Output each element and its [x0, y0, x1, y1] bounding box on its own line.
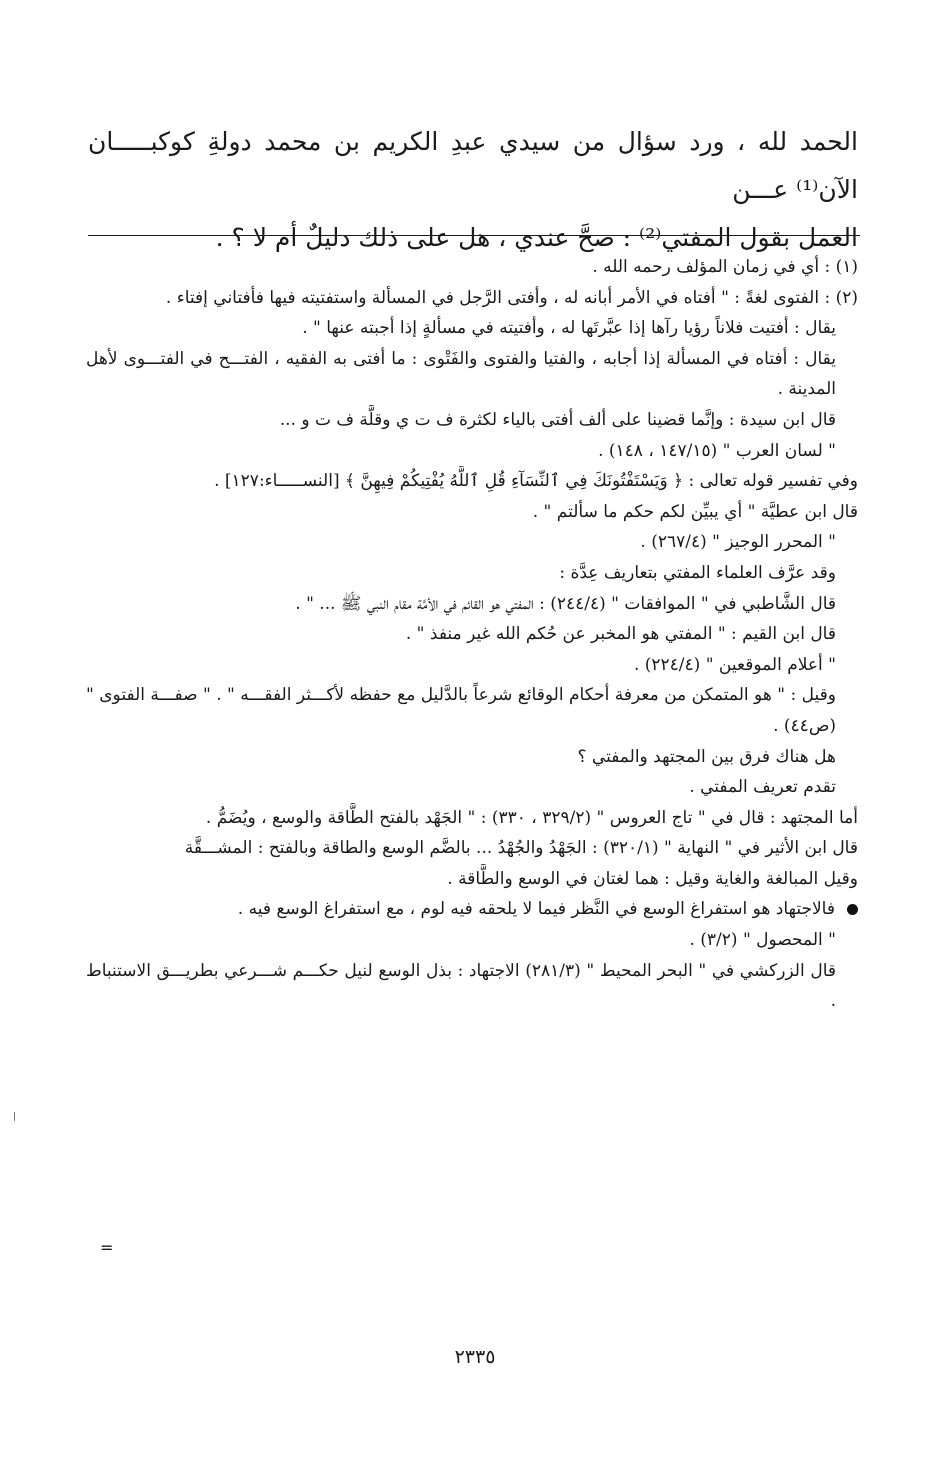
footnote-question: هل هناك فرق بين المجتهد والمفتي ؟ [577, 746, 836, 767]
footnote-bullet-item [86, 894, 858, 925]
footnote-quote: قال ابن سيدة : وإنَّما قضينا على ألف أفتى بالياء لكثرة ف ت ي وقلَّة ف ت و ... [279, 409, 836, 430]
main-text-line: العمل بقول المفتي⁽²⁾ : صحَّ عندي ، هل على ذلك دليلٌ أم لا ؟ . [215, 223, 858, 252]
continuation-mark: = [100, 1238, 114, 1257]
footnote-2: (٢) : الفتوى لغةً : " أفتاه في الأمر أبانه له ، وأفتى الرَّجل في المسألة واستفتيته فيها فأفتاني إفتاء . [165, 287, 858, 308]
footnote-citation: " المحرر الوجيز " (٢٦٧/٤) . [640, 532, 836, 553]
main-text-line: الحمد لله ، ورد سؤال من سيدي عبدِ الكريم بن محمد دولةِ كوكبـــــان الآن⁽¹⁾ عـــن [88, 127, 858, 204]
footnotes [86, 252, 858, 1017]
footnote-1: (١) : أي في زمان المؤلف رحمه الله . [592, 257, 858, 277]
footnote-bullet-text: فالاجتهاد هو استفراغ الوسع في النَّظر فيما لا يلحقه فيه لوم ، مع استفراغ الوسع فيه . [237, 899, 835, 920]
footnote-citation: " لسان العرب " (١٤٧/١٥ ، ١٤٨) . [598, 440, 836, 461]
footnote-citation: " المحصول " (٣/٢) . [689, 930, 836, 951]
footnote-paragraph: قال ابن الأثير في " النهاية " (٣٢٠/١) : الجَهْدُ والجُهْدُ ... بالضَّم الوسع والطاقة وبالفتح : المشـــقَّة [184, 838, 858, 859]
footnote-citation: " أعلام الموقعين " (٢٢٤/٤) . [633, 654, 836, 675]
margin-tick [14, 1112, 15, 1121]
page-number: ٢٣٣٥ [454, 1346, 496, 1368]
footnote-paragraph: قال الزركشي في " البحر المحيط " (٢٨١/٣) الاجتهاد : بذل الوسع لنيل حكـــم شـــرعي بطريـــق الاستنباط . [86, 960, 836, 1012]
footnote-paragraph: يقال : أفتاه في المسألة إذا أجابه ، والفتيا والفتوى والفَتْوى : ما أفتى به الفقيه ، الفتـــح في الفتـــوى لأهل المدينة . [86, 348, 836, 400]
footnote-paragraph: وقيل المبالغة والغاية وقيل : هما لغتان في الوسع والطَّاقة . [447, 868, 858, 889]
footnote-paragraph: وقد عرَّف العلماء المفتي بتعاريف عِدَّة : [559, 562, 836, 583]
footnote-paragraph: تقدم تعريف المفتي . [689, 777, 836, 798]
footnote-paragraph: قال ابن عطيَّة " أي يبيِّن لكم حكم ما سألتم " . [532, 501, 858, 522]
footnote-quote: قال ابن القيم : " المفتي هو المخبر عن حُكم الله غير منفذ " . [405, 624, 836, 645]
bullet-icon [847, 904, 858, 915]
footnote-separator [88, 235, 860, 236]
main-text [88, 118, 858, 262]
footnote-paragraph: وقيل : " هو المتمكن من معرفة أحكام الوقائع شرعاً بالدَّليل مع حفظه لأكـــثر الفقـــه " . " صفـــة الفتوى " (ص٤٤) . [86, 685, 836, 736]
footnote-paragraph: أما المجتهد : قال في " تاج العروس " (٣٢٩/٢ ، ٣٣٠) : " الجَهْد بالفتح الطَّاقة والوسع ، ويُضَمُّ . [205, 807, 858, 828]
footnote-paragraph: يقال : أفتيت فلاناً رؤيا رآها إذا عبَّرتَها له ، وأفتيته في مسألةٍ إذا أجبته عنها " . [302, 318, 836, 339]
footnote-quote: قال الشَّاطبي في " الموافقات " (٢٤٤/٤) : المفتي هو القائم في الأمَّة مقام النبي ﷺ ... " . [295, 593, 836, 614]
footnote-paragraph: وفي تفسير قوله تعالى : ﴿ وَيَسْتَفْتُونَكَ فِي ٱلنِّسَآءِ قُلِ ٱللَّهُ يُفْتِيكُمْ فِيهِنَّ ﴾ [النســـــاء:١٢٧] . [214, 471, 858, 492]
